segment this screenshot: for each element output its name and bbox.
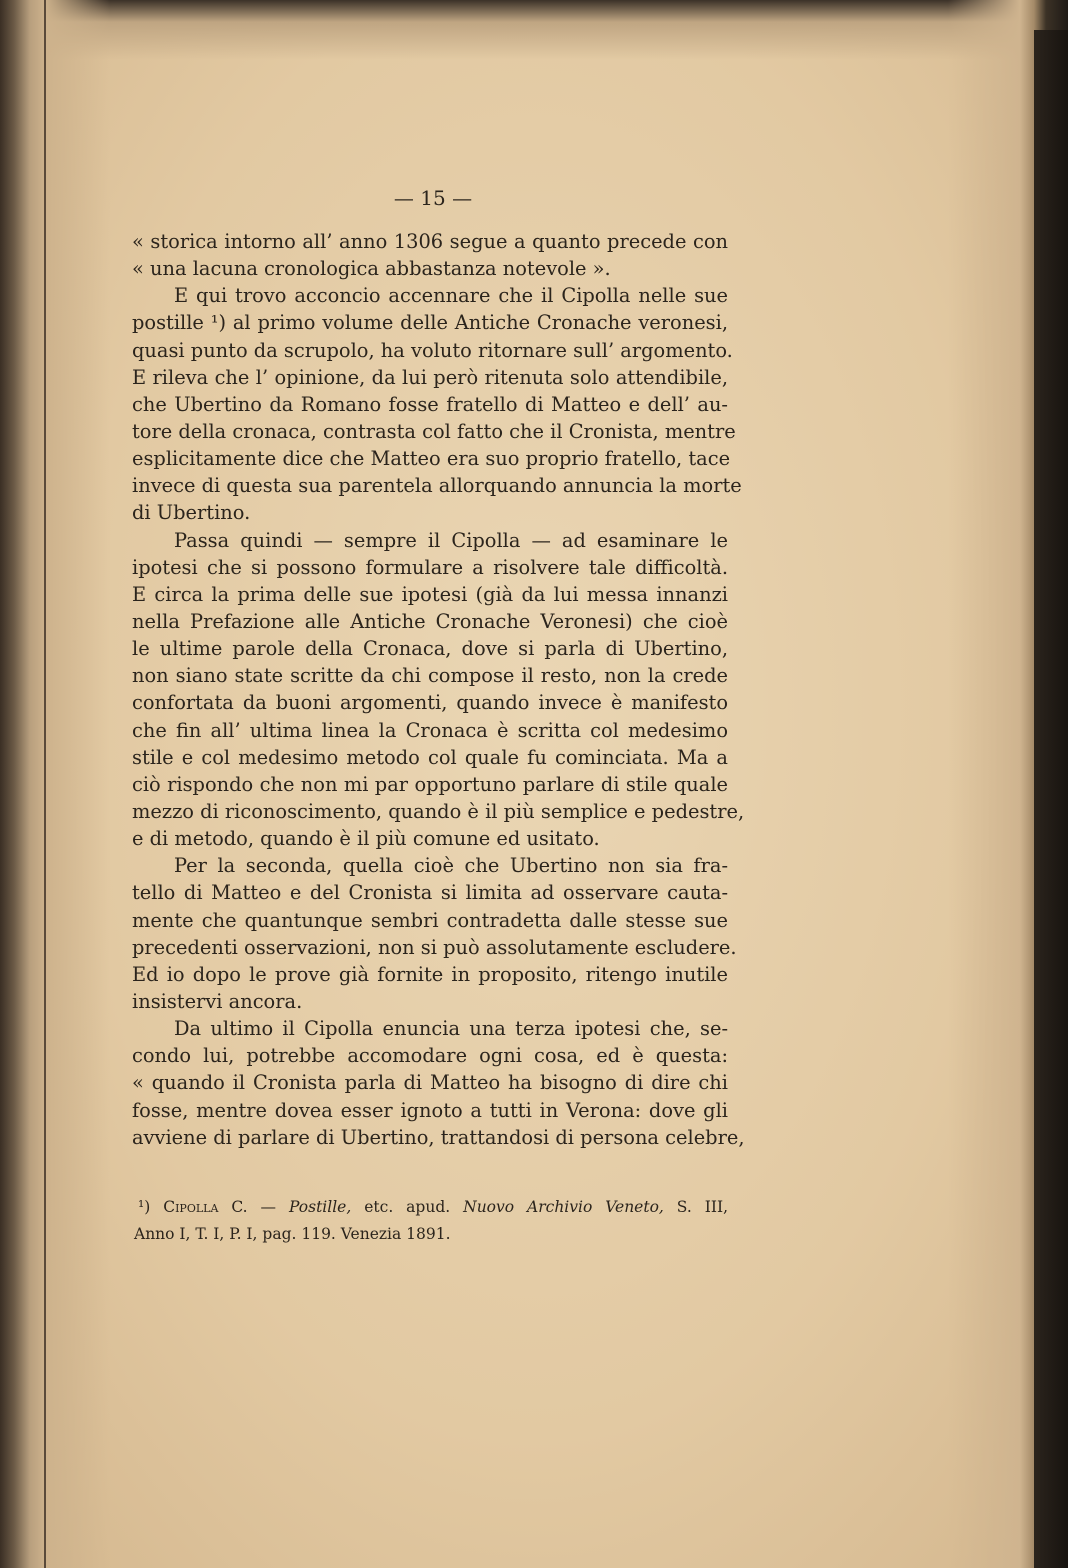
- text-line: stile e col medesimo metodo col quale fu cominciata. Ma a: [132, 745, 728, 769]
- text-line: ciò rispondo che non mi par opportuno parlare di stile quale: [132, 772, 728, 796]
- text-line: Da ultimo il Cipolla enuncia una terza ipotesi che, se-: [174, 1017, 728, 1041]
- text-line: esplicitamente dice che Matteo era suo proprio fratello, tace: [132, 447, 731, 471]
- footnote-line-1: [134, 1194, 728, 1221]
- text-line: Per la seconda, quella cioè che Ubertino non sia fra-: [174, 854, 728, 878]
- text-line: che Ubertino da Romano fosse fratello di Matteo e dell’ au-: [132, 392, 728, 416]
- text-line: ipotesi che si possono formulare a risolvere tale difficoltà.: [132, 555, 728, 579]
- text-line: « storica intorno all’ anno 1306 segue a quanto precede con: [132, 230, 728, 253]
- page-edge-shadow: [44, 0, 46, 1568]
- footnote-series: S. III,: [676, 1198, 729, 1216]
- text-line: E circa la prima delle sue ipotesi (già da lui messa innanzi: [132, 582, 728, 606]
- text-line: invece di questa sua parentela allorquando annuncia la morte: [132, 474, 742, 498]
- text-line: Ed io dopo le prove già fornite in proposito, ritengo inutile: [132, 962, 728, 986]
- footnote-title: Postille,: [288, 1198, 352, 1216]
- text-line: tore della cronaca, contrasta col fatto che il Cronista, mentre: [132, 419, 736, 443]
- footnote: [134, 1194, 728, 1248]
- text-line: mezzo di riconoscimento, quando è il più semplice e pedestre,: [132, 799, 745, 823]
- text-line: di Ubertino.: [132, 501, 251, 525]
- text-line: E qui trovo acconcio accennare che il Cipolla nelle sue: [174, 284, 728, 308]
- footnote-dash: —: [260, 1198, 277, 1216]
- text-line: precedenti osservazioni, non si può assolutamente escludere.: [132, 935, 737, 959]
- text-line: mente che quantunque sembri contradetta dalle stesse sue: [132, 908, 728, 932]
- body-text: [132, 228, 745, 1151]
- text-line: condo lui, potrebbe accomodare ogni cosa, ed è questa:: [132, 1044, 728, 1068]
- text-line: che fin all’ ultima linea la Cronaca è scritta col medesimo: [132, 718, 728, 742]
- text-line: fosse, mentre dovea esser ignoto a tutti in Verona: dove gli: [132, 1098, 728, 1122]
- footnote-journal: Nuovo Archivio Veneto,: [463, 1198, 664, 1216]
- text-line: e di metodo, quando è il più comune ed usitato.: [132, 827, 600, 851]
- text-line: insistervi ancora.: [132, 989, 303, 1013]
- text-line: postille ¹) al primo volume delle Antiche Cronache veronesi,: [132, 311, 728, 335]
- book-spine-edge: [1034, 30, 1068, 1568]
- footnote-line-2: Anno I, T. I, P. I, pag. 119. Venezia 1891.: [134, 1225, 451, 1243]
- footnote-author: Cipolla C.: [163, 1198, 248, 1216]
- text-line: avviene di parlare di Ubertino, trattandosi di persona celebre,: [132, 1125, 745, 1149]
- text-line: non siano state scritte da chi compose il resto, non la crede: [132, 664, 728, 688]
- text-line: « una lacuna cronologica abbastanza notevole ».: [132, 257, 611, 281]
- text-line: le ultime parole della Cronaca, dove si parla di Ubertino,: [132, 637, 728, 661]
- footnote-marker: ¹): [138, 1198, 151, 1216]
- text-line: quasi punto da scrupolo, ha voluto ritornare sull’ argomento.: [132, 338, 733, 362]
- text-line: Passa quindi — sempre il Cipolla — ad esaminare le: [174, 528, 728, 552]
- footnote-mid: etc. apud.: [364, 1198, 451, 1216]
- text-line: confortata da buoni argomenti, quando invece è manifesto: [132, 691, 728, 715]
- text-line: « quando il Cronista parla di Matteo ha bisogno di dire chi: [132, 1071, 728, 1095]
- text-line: tello di Matteo e del Cronista si limita ad osservare cauta-: [132, 881, 728, 905]
- text-line: E rileva che l’ opinione, da lui però ritenuta solo attendibile,: [132, 365, 728, 389]
- page-number: — 15 —: [393, 186, 473, 210]
- text-line: nella Prefazione alle Antiche Cronache Veronesi) che cioè: [132, 609, 728, 633]
